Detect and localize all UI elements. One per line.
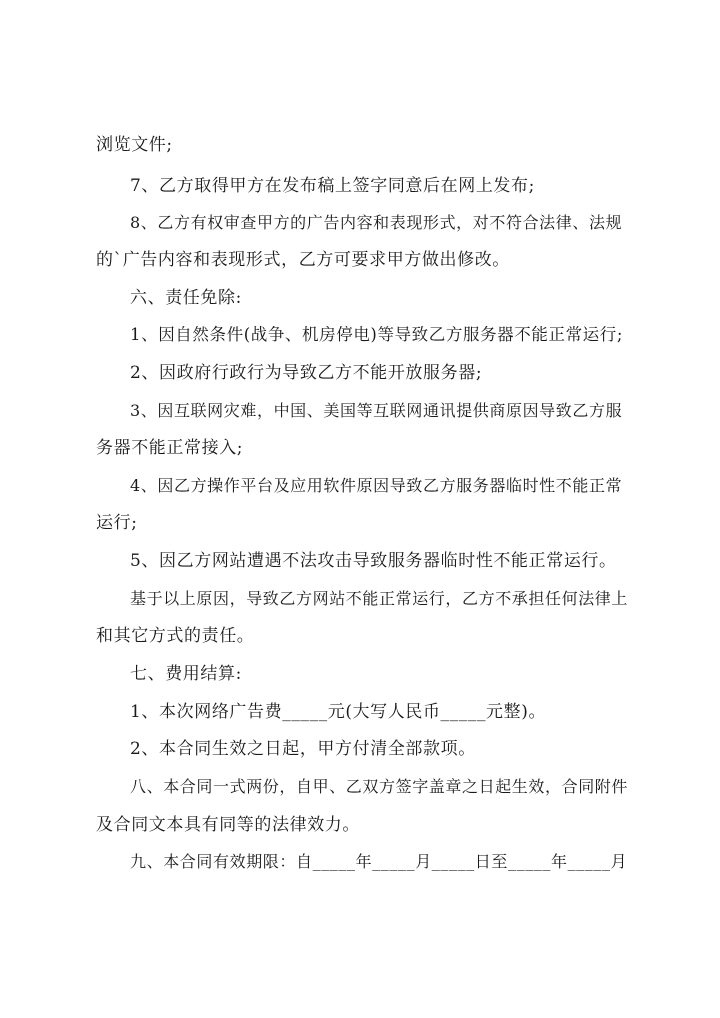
text-line: 8、乙方有权审查甲方的广告内容和表现形式，对不符合法律、法规 xyxy=(130,213,623,232)
text-line: 的`广告内容和表现形式，乙方可要求甲方做出修改。 xyxy=(96,250,510,270)
text-line: 2、因政府行政行为导致乙方不能开放服务器; xyxy=(130,363,483,383)
section-heading: 七、费用结算: xyxy=(130,664,242,684)
text-line: 基于以上原因，导致乙方网站不能正常运行，乙方不承担任何法律上 xyxy=(130,589,629,608)
text-line: 7、乙方取得甲方在发布稿上签字同意后在网上发布; xyxy=(130,176,535,196)
text-line: 1、因自然条件(战争、机房停电)等导致乙方服务器不能正常运行; xyxy=(130,325,624,344)
text-line: 3、因互联网灾难，中国、美国等互联网通讯提供商原因导致乙方服 xyxy=(130,401,623,420)
text-line: 八、本合同一式两份，自甲、乙双方签字盖章之日起生效，合同附件 xyxy=(130,777,629,796)
text-line: 和其它方式的责任。 xyxy=(96,626,255,646)
text-line: 务器不能正常接入; xyxy=(96,438,244,458)
text-line: 1、本次网络广告费_____元(大写人民币_____元整)。 xyxy=(130,702,547,722)
text-line: 运行; xyxy=(96,513,138,533)
text-line: 2、本合同生效之日起，甲方付清全部款项。 xyxy=(130,739,476,759)
text-line: 5、因乙方网站遭遇不法攻击导致服务器临时性不能正常运行。 xyxy=(130,551,617,571)
text-line: 浏览文件; xyxy=(96,135,173,155)
text-line: 4、因乙方操作平台及应用软件原因导致乙方服务器临时性不能正常 xyxy=(130,476,623,495)
text-line: 九、本合同有效期限：自_____年_____月_____日至_____年_____月 xyxy=(130,852,628,871)
text-line: 及合同文本具有同等的法律效力。 xyxy=(96,815,360,835)
section-heading: 六、责任免除: xyxy=(130,288,242,308)
